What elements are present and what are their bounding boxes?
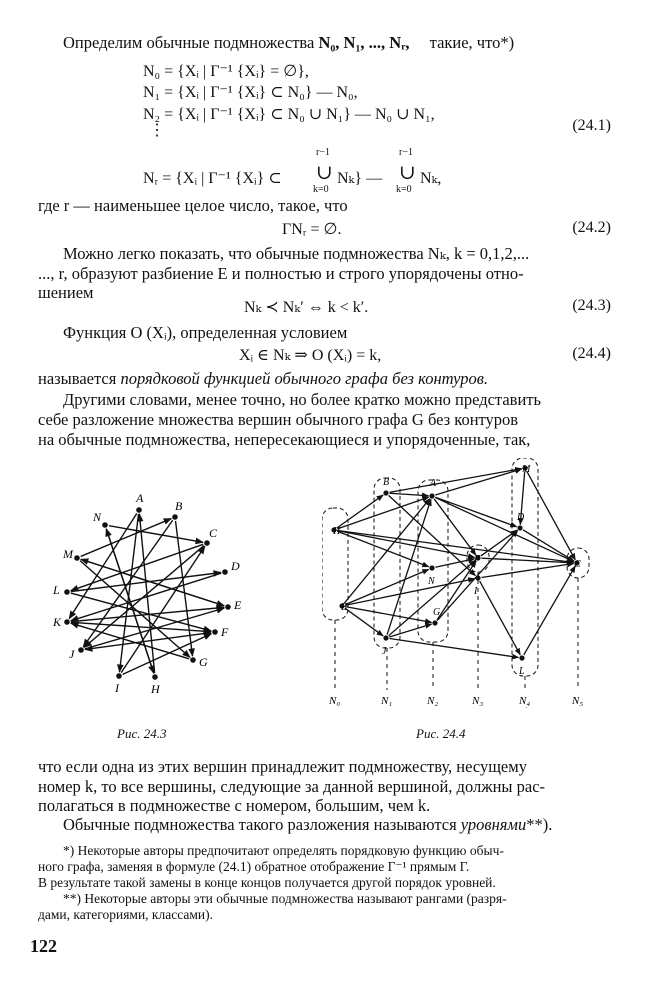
eq241-sub1: k=0 — [313, 184, 329, 195]
fig244-edge-B-A — [389, 493, 428, 496]
fig243-node-L — [64, 589, 70, 595]
fig244-caption: Рис. 24.4 — [416, 726, 466, 741]
fig244-edge-I-C — [481, 564, 573, 578]
eq241-sup1: r−1 — [316, 147, 330, 158]
figure-24-3 — [35, 480, 285, 710]
fig244-edge-I-L — [480, 581, 521, 655]
fig243-label-I: I — [115, 681, 119, 695]
fig244-label-E: E — [341, 602, 348, 613]
eq241-last-a: Nᵣ = {Xᵢ | Γ⁻¹ {Xᵢ} ⊂ — [143, 170, 282, 187]
fig243-label-D: D — [231, 559, 240, 573]
fig244-edge-L-C — [524, 566, 575, 655]
eq241-last-c: Nₖ, — [420, 170, 442, 187]
footnote1-line1: *) Некоторые авторы предпочитают определять порядковую функцию обыч- — [63, 843, 504, 858]
footnote2-line2: дами, категориями, классами). — [38, 907, 213, 922]
fig244-label-B: B — [383, 477, 390, 488]
fig244-node-A — [429, 493, 434, 498]
fig244-level-label-3: N₃ — [472, 695, 484, 707]
fig244-edge-H-B — [337, 495, 383, 528]
levels-lead: Обычные подмножества такого разложения называются — [63, 815, 461, 834]
para3-line3: полагаться в подмножестве с номером, большим, чем k. — [38, 796, 431, 815]
fig243-node-N — [102, 522, 108, 528]
para1-line1: Можно легко показать, что обычные подмножества Nₖ, k = 0,1,2,... — [63, 244, 530, 263]
eq241-union1: ∪ — [316, 162, 333, 184]
fig243-label-N: N — [93, 510, 102, 524]
eq242-number: (24.2) — [572, 219, 611, 236]
footnote2-line1: **) Некоторые авторы эти обычные подмножества называют рангами (разря- — [63, 891, 507, 906]
footnote1-line2: ного графа, заменяя в формуле (24.1) обратное отображение Γ⁻¹ прямым Γ. — [38, 859, 470, 874]
para2-line3: на обычные подмножества, непересекающиеся и упорядоченные, так, — [38, 430, 531, 449]
fig244-edge-H-F — [337, 531, 474, 558]
page-number: 122 — [30, 936, 57, 956]
fig244-edge-H-A — [337, 497, 428, 529]
fig244-edge-A-C — [435, 497, 574, 561]
fig244-node-D — [517, 525, 522, 530]
eq241-number: (24.1) — [572, 117, 611, 134]
fig244-label-I: I — [474, 586, 478, 597]
fig243-label-F: F — [221, 625, 229, 639]
fig244-label-N: N — [428, 576, 435, 587]
para2-line1: Другими словами, менее точно, но более кратко можно представить — [63, 390, 542, 409]
fig243-label-K: K — [53, 615, 62, 629]
eq241-last-b: Nₖ} — — [337, 170, 383, 187]
fig244-label-A: A — [430, 478, 437, 489]
eq241-sub2: k=0 — [396, 184, 412, 195]
fig244-label-G: G — [433, 607, 441, 618]
eq242-formula: ΓNᵣ = ∅. — [282, 221, 342, 238]
eq241-line1: N₀ = {Xᵢ | Γ⁻¹ {Xᵢ} = ∅}, — [143, 63, 309, 80]
fig243-edge-M-B — [81, 519, 172, 557]
fig244-node-N — [429, 565, 434, 570]
fig243-node-D — [222, 569, 228, 575]
intro-lead: Определим обычные подмножества — [63, 33, 319, 52]
para1-line2: ..., r, образуют разбиение E и полностью и строго упорядочены отно- — [38, 264, 524, 283]
para3-line2: номер k, то все вершины, следующие за данной вершиной, должны рас- — [38, 777, 546, 796]
para3-line1: что если одна из этих вершин принадлежит подмножеству, несущему — [38, 757, 527, 776]
levels-term: уровнями — [460, 815, 527, 834]
fig243-label-B: B — [175, 499, 183, 513]
fig244-label-J: J — [382, 646, 387, 657]
eq241-line3: N₂ = {Xᵢ | Γ⁻¹ {Xᵢ} ⊂ N₀ ∪ N₁} — N₀ ∪ N₁, — [143, 106, 435, 123]
fig244-level-label-5: N₅ — [572, 695, 584, 707]
fig243-label-L: L — [53, 583, 60, 597]
fig244-label-L: L — [519, 666, 525, 677]
intro-tail: такие, что*) — [429, 33, 515, 52]
eq244-number: (24.4) — [572, 345, 611, 362]
fig244-edge-G-F — [437, 561, 476, 620]
intro-line — [63, 33, 514, 53]
fig244-edge-J-F — [389, 560, 476, 635]
fig243-caption: Рис. 24.3 — [117, 726, 167, 741]
where-text: где r — наименьшее целое число, такое, что — [38, 196, 348, 215]
eq241-dots: ⋮ — [149, 122, 165, 139]
fig243-label-C: C — [209, 526, 218, 540]
fig244-label-M: M — [522, 464, 531, 475]
para1-line3: шением — [38, 283, 94, 302]
intro-sets: N₀, N₁, ..., Nᵣ, — [318, 33, 410, 52]
fig244-level-label-2: N₂ — [427, 695, 439, 707]
fig244-label-F: F — [474, 554, 481, 565]
eq241-sup2: r−1 — [399, 147, 413, 158]
fig244-label-D: D — [517, 512, 525, 523]
fig243-edges — [69, 513, 224, 674]
fig244-edge-J-A — [387, 499, 431, 634]
fig244-edges — [337, 469, 575, 658]
fig243-label-E: E — [234, 598, 242, 612]
eq241-union2: ∪ — [399, 162, 416, 184]
called-lead: называется — [38, 369, 121, 388]
fig243-label-H: H — [151, 682, 160, 696]
fig243-node-K — [64, 619, 70, 625]
fig244-label-C: C — [574, 559, 581, 570]
fig244-group-4 — [512, 458, 538, 676]
fig243-label-M: M — [63, 547, 73, 561]
para2-line2: себе разложение множества вершин обычного графа G без контуров — [38, 410, 519, 429]
fig244-node-I — [475, 575, 480, 580]
fig243-label-G: G — [199, 655, 208, 669]
fig244-node-L — [519, 655, 524, 660]
fig243-edge-H-A — [139, 514, 154, 673]
fig243-node-C — [204, 540, 210, 546]
levels-mark: **). — [526, 815, 553, 834]
fig243-label-A: A — [136, 491, 144, 505]
fig244-level-label-0: N₀ — [329, 695, 341, 707]
fig243-edge-K-F — [71, 622, 211, 631]
fig243-edge-N-H — [106, 529, 154, 673]
eq244-formula: Xᵢ ∈ Nₖ ⇒ O (Xᵢ) = k, — [239, 347, 382, 364]
eq243-number: (24.3) — [572, 297, 611, 314]
fig244-edge-J-L — [389, 639, 518, 658]
fig244-level-label-4: N₄ — [519, 695, 531, 707]
fig244-edge-J-G — [389, 624, 431, 637]
footnote1-line3: В результате такой замены в конце концов получается другой порядок уровней. — [38, 875, 496, 890]
fig244-node-J — [383, 635, 388, 640]
fig243-node-A — [136, 507, 142, 513]
fig243-node-J — [78, 647, 84, 653]
figure-24-4 — [322, 458, 622, 708]
fig243-node-E — [225, 604, 231, 610]
fig243-edge-A-I — [119, 514, 138, 672]
fig243-edge-E-M — [81, 559, 224, 606]
fig243-node-G — [190, 657, 196, 663]
fig244-node-B — [383, 490, 388, 495]
called-line — [38, 369, 488, 389]
fig244-level-label-1: N₁ — [381, 695, 393, 707]
eq241-line2: N₁ = {Xᵢ | Γ⁻¹ {Xᵢ} ⊂ N₀} — N₀, — [143, 84, 358, 101]
fig244-label-H: H — [333, 526, 341, 537]
fig243-node-F — [212, 629, 218, 635]
fig243-node-B — [172, 514, 178, 520]
func-text: Функция O (Xᵢ), определенная условием — [63, 323, 348, 342]
fig243-node-M — [74, 555, 80, 561]
fig243-node-I — [116, 673, 122, 679]
levels-line — [63, 815, 552, 835]
called-term: порядковой функцией обычного графа без контуров. — [120, 369, 489, 388]
eq243-formula: Nₖ ≺ Nₖ′ ⇔ k < k′. — [244, 299, 369, 316]
fig243-node-H — [152, 674, 158, 680]
fig244-node-G — [432, 620, 437, 625]
fig244-nodes — [331, 464, 581, 677]
fig243-label-J: J — [69, 647, 75, 661]
